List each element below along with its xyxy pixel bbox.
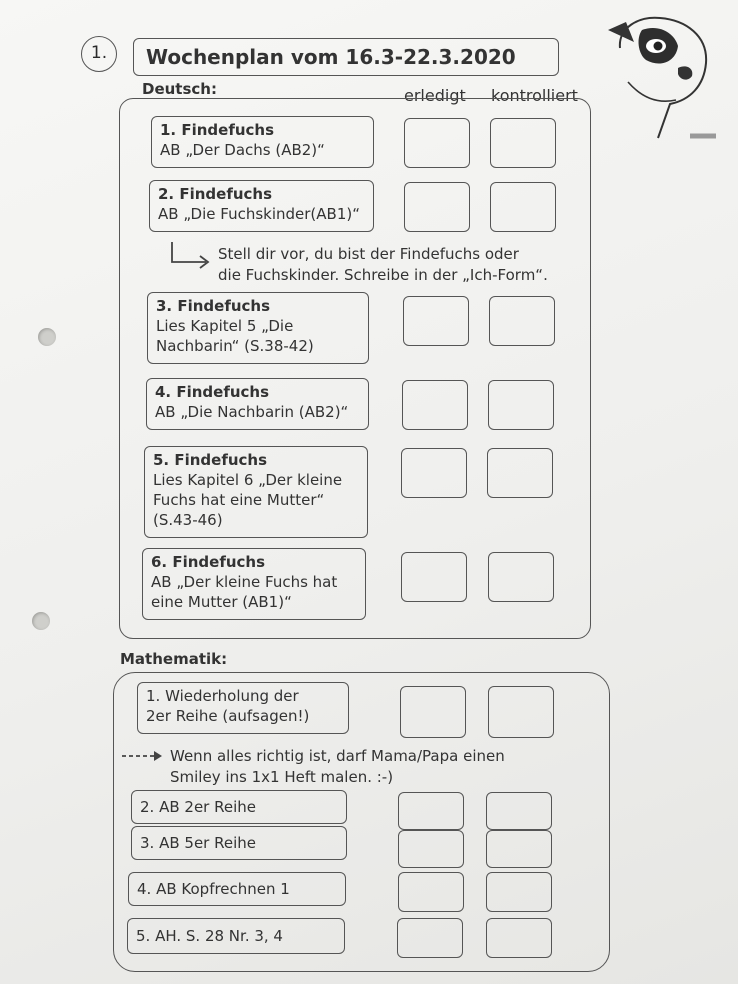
task-title: 5. AH. S. 28 Nr. 3, 4 [136,927,283,945]
deutsch-task-5 [144,446,368,538]
task-title: 3. AB 5er Reihe [140,834,256,852]
math-task-2-done-box[interactable] [398,792,464,830]
task-desc: Lies Kapitel 5 „Die Nachbarin“ (S.38-42) [156,317,314,355]
task-title: 3. Findefuchs [156,297,271,315]
math-task-1 [137,682,349,734]
math-task-3-checked-box[interactable] [486,830,552,868]
task-title: 2. Findefuchs [158,185,273,203]
deutsch-task-2-done-box[interactable] [404,182,470,232]
task-title: 1. Findefuchs [160,121,275,139]
task-title: 4. AB Kopfrechnen 1 [137,880,290,898]
punch-hole-top [38,328,56,346]
deutsch-task-4 [146,378,369,430]
math-task-4-checked-box[interactable] [486,872,552,912]
deutsch-task-6 [142,548,366,620]
task-title: 6. Findefuchs [151,553,266,571]
task-desc: Lies Kapitel 6 „Der kleine Fuchs hat eine Mutter“ (S.43-46) [153,471,343,529]
arrow-right-icon [168,240,212,272]
math-task-5 [127,918,345,954]
deutsch-task-3 [147,292,369,364]
title-box [133,38,559,76]
dog-mascot-icon [598,8,718,148]
deutsch-task-1 [151,116,374,168]
section-label-deutsch: Deutsch: [142,80,217,98]
math-task-2-checked-box[interactable] [486,792,552,830]
deutsch-task-5-checked-box[interactable] [487,448,553,498]
task-title: 5. Findefuchs [153,451,268,469]
deutsch-task-3-checked-box[interactable] [489,296,555,346]
task-title: 2. AB 2er Reihe [140,798,256,816]
math-task-3 [131,826,347,860]
deutsch-task-5-done-box[interactable] [401,448,467,498]
deutsch-task-6-checked-box[interactable] [488,552,554,602]
task-title: 1. Wiederholung der 2er Reihe (aufsagen!) [146,687,310,725]
section-label-mathematik: Mathematik: [120,650,228,668]
deutsch-task-2-checked-box[interactable] [490,182,556,232]
deutsch-task-4-checked-box[interactable] [488,380,554,430]
math-task-1-checked-box[interactable] [488,686,554,738]
deutsch-task-4-done-box[interactable] [402,380,468,430]
column-header-done: erledigt [404,86,466,105]
math-task-4-done-box[interactable] [398,872,464,912]
deutsch-task-2 [149,180,374,232]
deutsch-task-1-checked-box[interactable] [490,118,556,168]
page-title: Wochenplan vom 16.3-22.3.2020 [146,45,516,69]
math-task-1-done-box[interactable] [400,686,466,738]
task-desc: AB „Der Dachs (AB2)“ [160,141,325,159]
deutsch-note: Stell dir vor, du bist der Findefuchs oder die Fuchskinder. Schreibe in der „Ich-Form“. [218,245,548,284]
plan-number: 1. [90,43,108,63]
dashed-arrow-icon [120,748,168,764]
math-note: Wenn alles richtig ist, darf Mama/Papa einen Smiley ins 1x1 Heft malen. :-) [170,747,505,786]
math-task-3-done-box[interactable] [398,830,464,868]
deutsch-task-6-done-box[interactable] [401,552,467,602]
math-task-4 [128,872,346,906]
math-task-2 [131,790,347,824]
deutsch-task-3-done-box[interactable] [403,296,469,346]
deutsch-task-1-done-box[interactable] [404,118,470,168]
punch-hole-bottom [32,612,50,630]
plan-number-circle [81,36,117,72]
math-task-5-checked-box[interactable] [486,918,552,958]
math-task-5-done-box[interactable] [397,918,463,958]
task-desc: AB „Die Fuchskinder(AB1)“ [158,205,361,223]
task-desc: AB „Der kleine Fuchs hat eine Mutter (AB1)“ [151,573,338,611]
task-title: 4. Findefuchs [155,383,270,401]
column-header-checked: kontrolliert [491,86,578,105]
task-desc: AB „Die Nachbarin (AB2)“ [155,403,349,421]
